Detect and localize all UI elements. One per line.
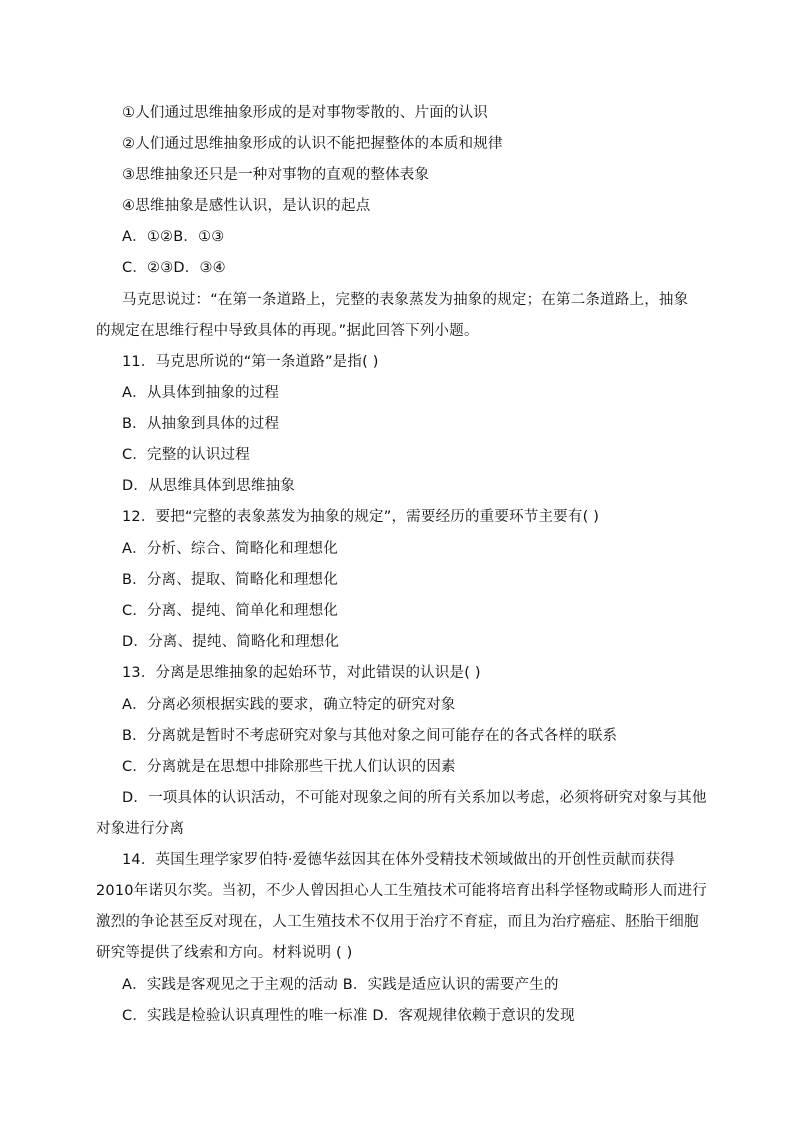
question-12-option-a: A．分析、综合、简略化和理想化 (122, 541, 338, 557)
choice-cd: C．②③D．③④ (122, 260, 226, 276)
option-item-4: ④思维抽象是感性认识，是认识的起点 (122, 198, 371, 214)
option-item-2: ②人们通过思维抽象形成的认识不能把握整体的本质和规律 (122, 136, 503, 152)
question-11-option-c: C．完整的认识过程 (122, 447, 250, 463)
question-13-option-b: B．分离就是暂时不考虑研究对象与其他对象之间可能存在的各式各样的联系 (122, 728, 618, 744)
question-13-option-a: A．分离必须根据实践的要求，确立特定的研究对象 (122, 697, 456, 713)
question-11-stem: 11．马克思所说的“第一条道路”是指( ) (122, 354, 379, 370)
question-11-option-d: D．从思维具体到思维抽象 (122, 478, 296, 494)
question-13-option-c: C．分离就是在思想中排除那些干扰人们认识的因素 (122, 759, 456, 775)
question-12-option-b: B．分离、提取、简略化和理想化 (122, 572, 338, 588)
question-14-stem-3: 激烈的争论甚至反对现在，人工生殖技术不仅用于治疗不育症，而且为治疗癌症、胚胎干细胞 (96, 914, 699, 930)
question-14-stem-4: 研究等提供了线索和方向。材料说明 ( ) (96, 945, 353, 961)
question-14-options-ab: A．实践是客观见之于主观的活动 B．实践是适应认识的需要产生的 (122, 977, 559, 993)
choice-ab: A．①②B．①③ (122, 229, 225, 245)
question-12-stem: 12．要把“完整的表象蒸发为抽象的规定”，需要经历的重要环节主要有( ) (122, 509, 600, 525)
question-13-option-d-cont: 对象进行分离 (96, 821, 185, 837)
option-item-3: ③思维抽象还只是一种对事物的直观的整体表象 (122, 167, 430, 183)
question-14-stem-1: 14．英国生理学家罗伯特·爱德华兹因其在体外受精技术领域做出的开创性贡献而获得 (122, 852, 675, 868)
question-12-option-d: D．分离、提纯、简略化和理想化 (122, 634, 340, 650)
question-11-option-b: B．从抽象到具体的过程 (122, 416, 280, 432)
question-14-options-cd: C．实践是检验认识真理性的唯一标准 D．客观规律依赖于意识的发现 (122, 1008, 575, 1024)
question-13-option-d: D．一项具体的认识活动，不可能对现象之间的所有关系加以考虑，必须将研究对象与其他 (122, 790, 707, 806)
option-item-1: ①人们通过思维抽象形成的是对事物零散的、片面的认识 (122, 105, 488, 121)
question-13-stem: 13．分离是思维抽象的起始环节，对此错误的认识是( ) (122, 665, 481, 681)
passage-line-1: 马克思说过：“在第一条道路上，完整的表象蒸发为抽象的规定；在第二条道路上，抽象 (122, 292, 689, 308)
passage-line-2: 的规定在思维行程中导致具体的再现。”据此回答下列小题。 (96, 323, 479, 339)
question-11-option-a: A．从具体到抽象的过程 (122, 385, 280, 401)
question-12-option-c: C．分离、提纯、简单化和理想化 (122, 603, 339, 619)
question-14-stem-2: 2010年诺贝尔奖。当初，不少人曾因担心人工生殖技术可能将培育出科学怪物或畸形人而进行 (96, 883, 707, 899)
